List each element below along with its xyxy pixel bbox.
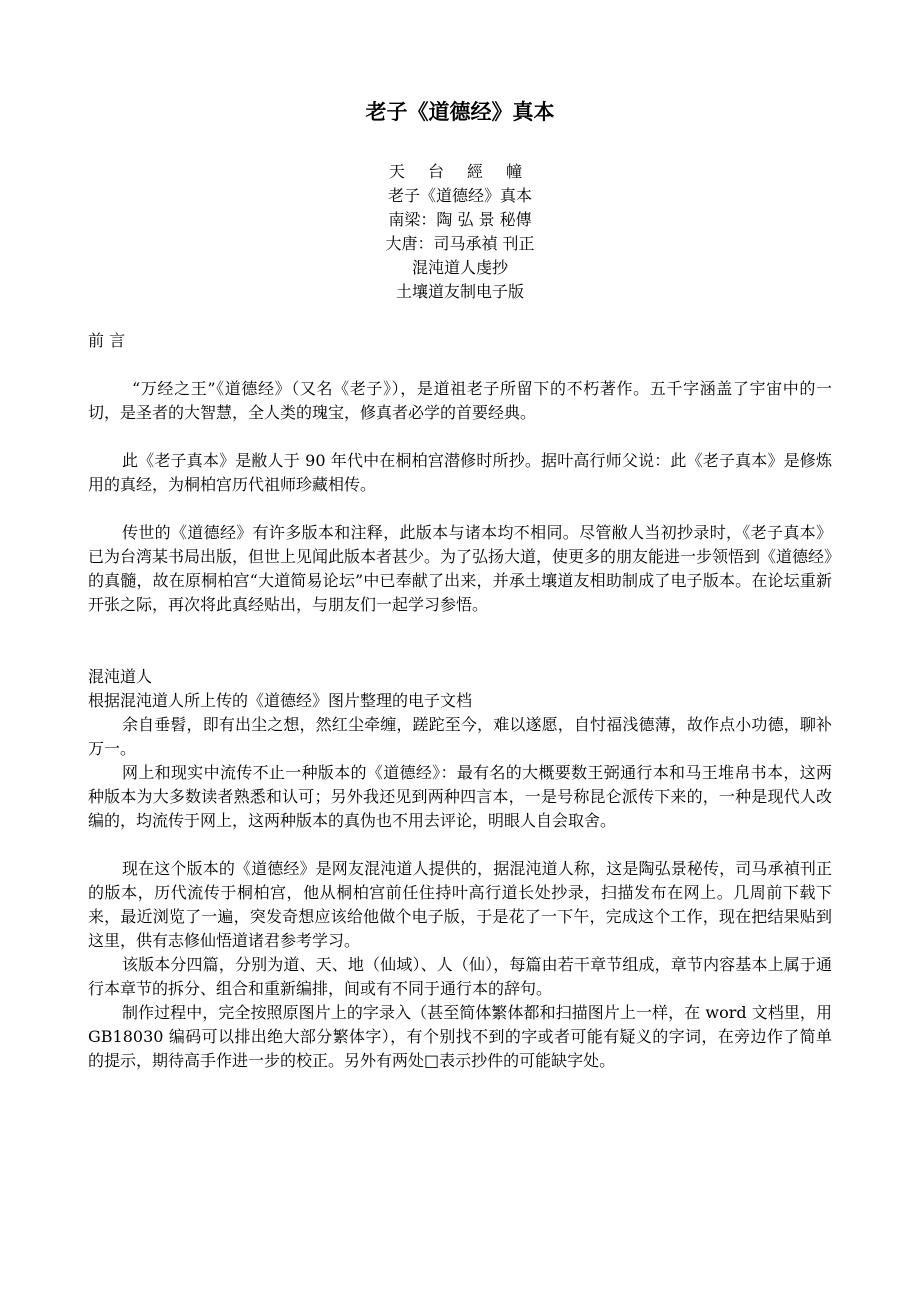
preface-paragraph: 此《老子真本》是敝人于 90 年代中在桐柏宫潜修时所抄。据叶高行师父说：此《老子真本》是修炼用的真经，为桐柏宫历代祖师珍藏相传。	[88, 451, 832, 494]
title-line-transmitter: 南梁：陶 弘 景 秘傳	[388, 210, 532, 229]
title-line-digitizer: 土壤道友制电子版	[395, 282, 524, 301]
title-line-scripture: 天 台 經 幢	[388, 162, 532, 181]
preface-paragraph: 传世的《道德经》有许多版本和注释，此版本与诸本均不相同。尽管敝人当初抄录时，《老子真本》已为台湾某书局出版，但世上见闻此版本者甚少。为了弘扬大道，使更多的朋友能进一步领悟到《道德经》的真髓，故在原桐柏宫“大道简易论坛”中已奉献了出来，并承土壤道友相助制成了电子版本。在论坛重新开张之际，再次将此真经贴出，与朋友们一起学习参悟。	[88, 523, 833, 614]
title-block	[88, 160, 832, 304]
preface-heading: 前 言	[88, 331, 126, 350]
note-paragraph: 余自垂髫，即有出尘之想，然红尘牵缠，蹉跎至今，难以遂愿，自忖福浅德薄，故作点小功德，聊补万一。	[88, 715, 832, 758]
title-line-copyist: 混沌道人虔抄	[411, 258, 508, 277]
title-line-book: 老子《道德经》真本	[387, 186, 532, 205]
note-heading: 根据混沌道人所上传的《道德经》图片整理的电子文档	[88, 691, 473, 710]
signature: 混沌道人	[88, 667, 153, 686]
document-title: 老子《道德经》真本	[365, 100, 555, 124]
note-paragraph: 制作过程中，完全按照原图片上的字录入（甚至简体繁体都和扫描图片上一样，在 word 文档里，用 GB18030 编码可以排出绝大部分繁体字），有个别找不到的字或者可能有疑义的字词，在旁边作了简单的提示，期待高手作进一步的校正。另外有两处□表示抄件的可能缺字处。	[88, 1003, 832, 1070]
preface-paragraph: “万经之王”《道德经》（又名《老子》），是道祖老子所留下的不朽著作。五千字涵盖了宇宙中的一切，是圣者的大智慧，全人类的瑰宝，修真者必学的首要经典。	[88, 379, 832, 422]
note-paragraph: 网上和现实中流传不止一种版本的《道德经》：最有名的大概要数王弼通行本和马王堆帛书本，这两种版本为大多数读者熟悉和认可；另外我还见到两种四言本，一是号称昆仑派传下来的，一种是现代人改编的，均流传于网上，这两种版本的真伪也不用去评论，明眼人自会取舍。	[88, 763, 832, 830]
title-line-editor: 大唐：司马承禎 刊正	[385, 234, 535, 253]
note-paragraph: 该版本分四篇，分别为道、天、地（仙域）、人（仙），每篇由若干章节组成，章节内容基本上属于通行本章节的拆分、组合和重新编排，间或有不同于通行本的辞句。	[88, 955, 832, 998]
note-paragraph: 现在这个版本的《道德经》是网友混沌道人提供的，据混沌道人称，这是陶弘景秘传，司马承禎刊正的版本，历代流传于桐柏宫，他从桐柏宫前任住持叶高行道长处抄录，扫描发布在网上。几周前下载下来，最近浏览了一遍，突发奇想应该给他做个电子版，于是花了一下午，完成这个工作，现在把结果贴到这里，供有志修仙悟道诸君参考学习。	[88, 859, 832, 950]
